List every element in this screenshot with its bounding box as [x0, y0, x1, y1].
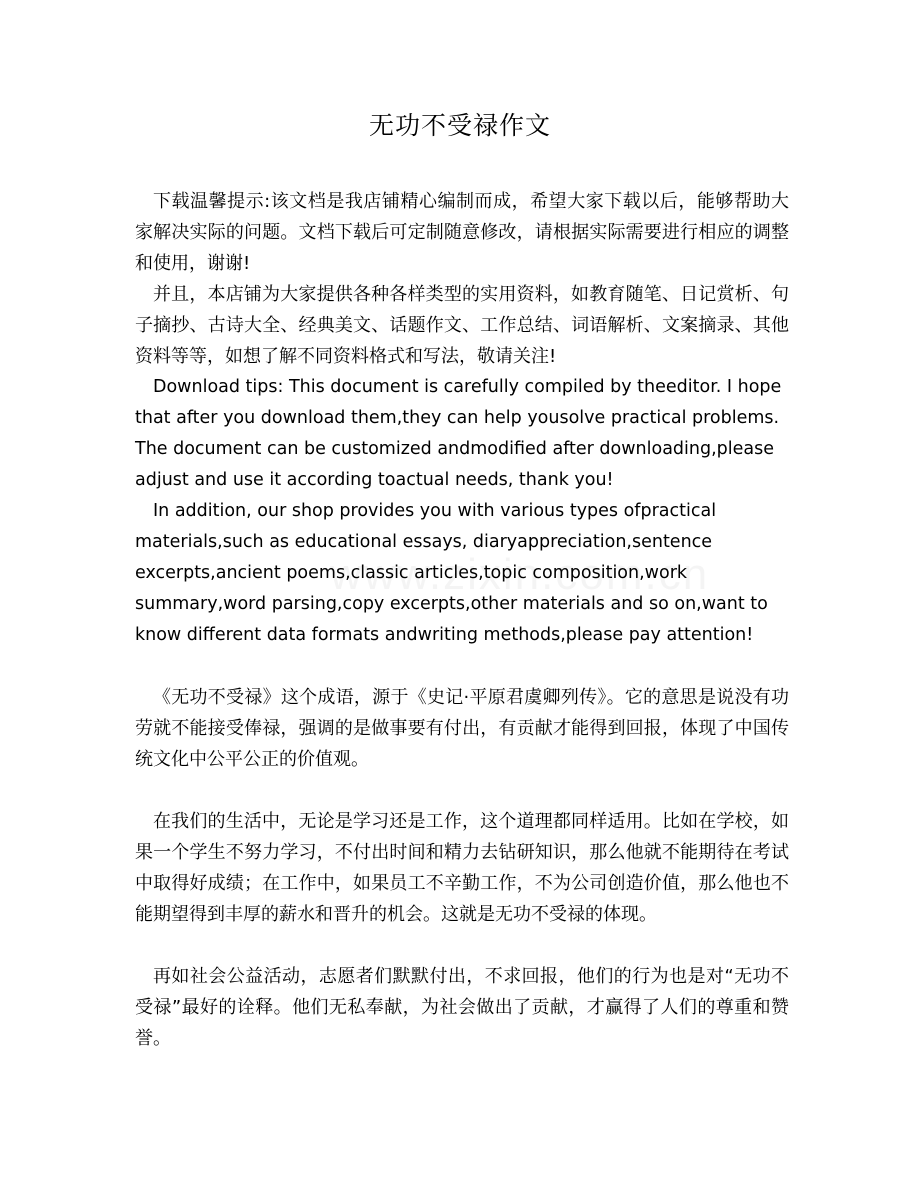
notice-paragraph-en-2: In addition, our shop provides you with various types ofpractical materials,such as educational essays, diaryappreciation,sentence excerpts,ancient poems,classic articles,topic composition,work summary,word parsing,copy excerpts,other materials and so on,want to know different data formats andwriting methods,please pay attention! [135, 501, 768, 645]
essay-paragraph-1: 《无功不受禄》这个成语，源于《史记·平原君虞卿列传》。它的意思是说没有功劳就不能接受俸禄，强调的是做事要有付出，有贡献才能得到回报，体现了中国传统文化中公平公正的价值观。 [135, 687, 789, 770]
paragraph-spacer [135, 651, 789, 682]
notice-paragraph-cn-1: 下载温馨提示:该文档是我店铺精心编制而成，希望大家下载以后，能够帮助大家解决实际的问题。文档下载后可定制随意修改，请根据实际需要进行相应的调整和使用，谢谢! [135, 191, 789, 274]
essay-paragraph-2: 在我们的生活中，无论是学习还是工作，这个道理都同样适用。比如在学校，如果一个学生不努力学习，不付出时间和精力去钻研知识，那么他就不能期待在考试中取得好成绩；在工作中，如果员工不辛勤工作，不为公司创造价值，那么他也不能期望得到丰厚的薪水和晋升的机会。这就是无功不受禄的体现。 [135, 811, 789, 925]
notice-paragraph-en-1: Download tips: This document is carefully compiled by theeditor. I hope that after you download them,they can help yousolve practical problems. The document can be customized andmodified after downloading,please adjust and use it according toactual needs, thank you! [135, 377, 782, 490]
document-title: 无功不受禄作文 [368, 111, 551, 140]
paragraph-spacer [135, 930, 789, 961]
document-body [135, 186, 789, 1054]
paragraph-spacer [135, 775, 789, 806]
essay-paragraph-3: 再如社会公益活动，志愿者们默默付出，不求回报，他们的行为也是对“无功不受禄”最好的诠释。他们无私奉献，为社会做出了贡献，才赢得了人们的尊重和赞誉。 [135, 966, 789, 1049]
notice-paragraph-cn-2: 并且，本店铺为大家提供各种各样类型的实用资料，如教育随笔、日记赏析、句子摘抄、古诗大全、经典美文、话题作文、工作总结、词语解析、文案摘录、其他资料等等，如想了解不同资料格式和写法，敬请关注! [135, 284, 789, 367]
